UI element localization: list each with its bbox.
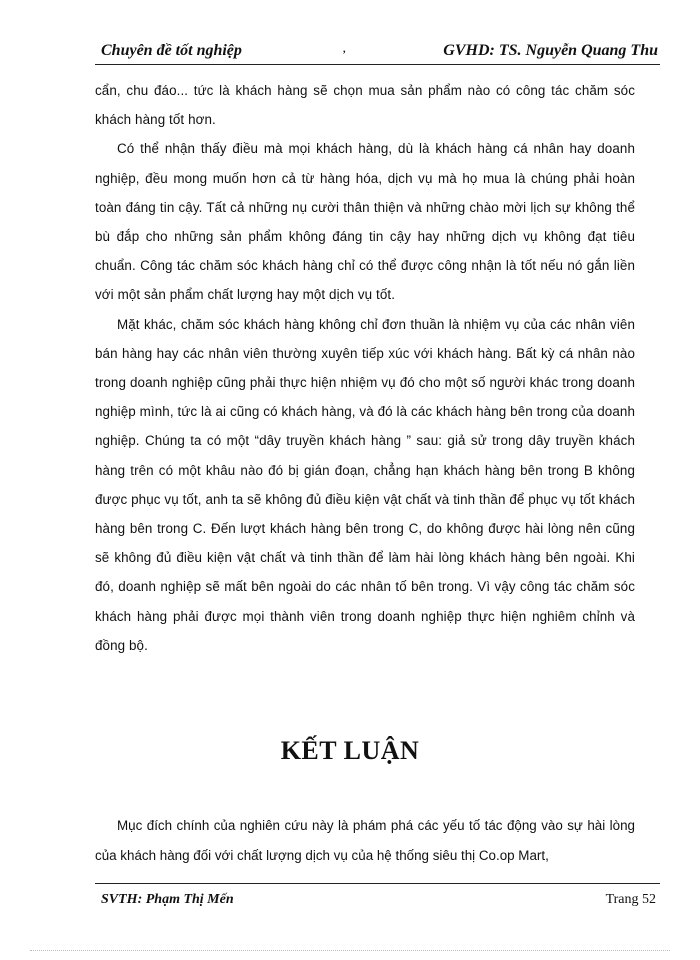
page-bottom-divider bbox=[30, 950, 670, 951]
paragraph-continuation: cẩn, chu đáo... tức là khách hàng sẽ chọn mua sản phẩm nào có công tác chăm sóc khách hàng tốt hơn. bbox=[95, 83, 635, 128]
page-header bbox=[95, 38, 660, 65]
paragraph-internal-customers: Mặt khác, chăm sóc khách hàng không chỉ đơn thuần là nhiệm vụ của các nhân viên bán hàng hay các nhân viên thường xuyên tiếp xúc với khách hàng. Bất kỳ cá nhân nào trong doanh nghiệp cũng phải thực hiện nhiệm vụ đó cho một số người khác trong doanh nghiệp mình, tức là ai cũng có khách hàng, và đó là các khách hàng bên trong của doanh nghiệp. Chúng ta có một “dây truyền khách hàng ” sau: giả sử trong dây truyền khách hàng trên có một khâu nào đó bị gián đoạn, chẳng hạn khách hàng bên trong B không được phục vụ tốt, anh ta sẽ không đủ điều kiện vật chất và tinh thần để phục vụ tốt khách hàng bên trong C. Đến lượt khách hàng bên trong C, do không được hài lòng nên cũng sẽ không đủ điều kiện vật chất và tinh thần để làm hài lòng khách hàng bên ngoài. Khi đó, doanh nghiệp sẽ mất bên ngoài do các nhân tố bên trong. Vì vậy công tác chăm sóc khách hàng phải được mọi thành viên trong doanh nghiệp thực hiện nghiêm chỉnh và đồng bộ. bbox=[95, 316, 635, 653]
paragraph-reliability: Có thể nhận thấy điều mà mọi khách hàng, dù là khách hàng cá nhân hay doanh nghiệp, đều mong muốn hơn cả từ hàng hóa, dịch vụ mà họ mua là chúng phải hoàn toàn đáng tin cậy. Tất cả những nụ cười thân thiện và những chào mời lịch sự không thể bù đắp cho những sản phẩm không đáng tin cậy hay những dịch vụ không đạt tiêu chuẩn. Công tác chăm sóc khách hàng chỉ có thể được công nhận là tốt nếu nó gắn liền với một sản phẩm chất lượng hay một dịch vụ tốt. bbox=[95, 141, 635, 303]
page-footer bbox=[95, 883, 660, 914]
header-advisor: GVHD: TS. Nguyễn Quang Thu bbox=[443, 42, 658, 59]
conclusion-paragraph: Mục đích chính của nghiên cứu này là phám phá các yếu tố tác động vào sự hài lòng của khách hàng đối với chất lượng dịch vụ của hệ thống siêu thị Co.op Mart, bbox=[95, 818, 635, 863]
footer-student-name: SVTH: Phạm Thị Mến bbox=[101, 892, 234, 907]
footer-page-number: Trang 52 bbox=[605, 892, 656, 907]
section-heading: KẾT LUẬN bbox=[280, 736, 420, 765]
conclusion-text bbox=[95, 811, 635, 870]
header-course-title: Chuyên đề tốt nghiệp bbox=[101, 42, 242, 59]
body-text bbox=[95, 76, 635, 660]
header-separator-mark: , bbox=[343, 44, 346, 55]
